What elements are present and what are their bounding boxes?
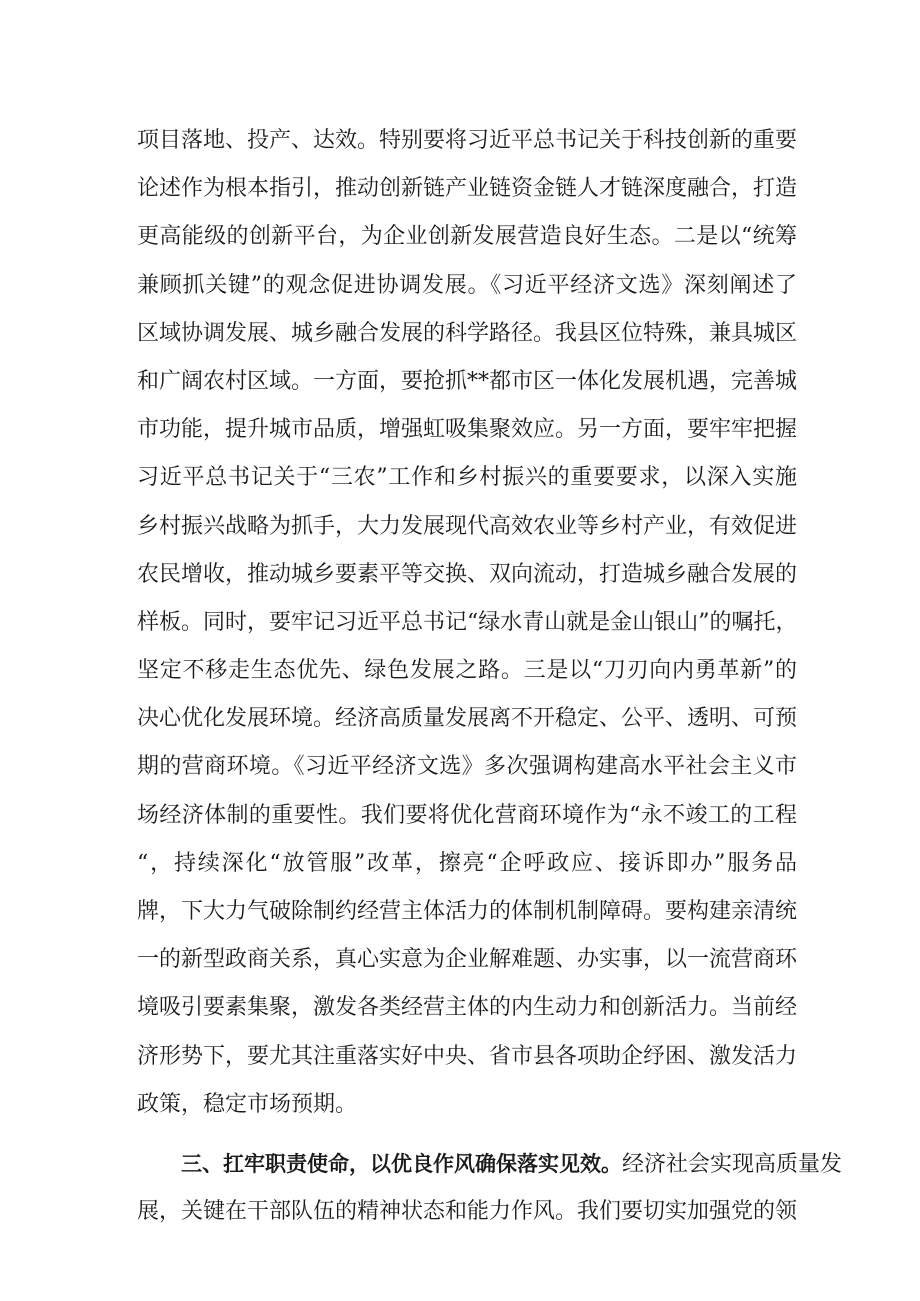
paragraph-2: [137, 1140, 843, 1236]
paragraph-1: [137, 117, 797, 1129]
section-heading: 三、扛牢职责使命，以优良作风确保落实见效。: [181, 1151, 622, 1176]
text-line: “，持续深化“放管服”改革，擦亮“企呼政应、接诉即办”服务品: [137, 850, 797, 876]
heading-trailing-text: 经济社会实现高质量发: [622, 1151, 843, 1177]
text-line: 和广阔农村区域。一方面，要抢抓**都市区一体化发展机遇，完善城: [137, 368, 798, 394]
paragraph-gap: [137, 1129, 797, 1140]
text-line: 境吸引要素集聚，激发各类经营主体的内生动力和创新活力。当前经: [137, 995, 798, 1021]
text-line: 项目落地、投产、达效。特别要将习近平总书记关于科技创新的重要: [137, 128, 798, 153]
text-line: 政策，稳定市场预期。: [137, 1091, 358, 1117]
text-line: 期的营商环境。《习近平经济文选》多次强调构建高水平社会主义市: [137, 754, 797, 780]
text-line: 农民增收，推动城乡要素平等交换、双向流动，打造城乡融合发展的: [137, 561, 798, 587]
text-line: 市功能，提升城市品质，增强虹吸集聚效应。另一方面，要牢牢把握: [137, 417, 798, 443]
text-line: 展，关键在干部队伍的精神状态和能力作风。我们要切实加强党的领: [137, 1199, 798, 1225]
text-line: 更高能级的创新平台，为企业创新发展营造良好生态。二是以“统筹: [137, 224, 797, 250]
body-text: [137, 117, 843, 1236]
text-line: [137, 1140, 843, 1188]
text-line: 乡村振兴战略为抓手，大力发展现代高效农业等乡村产业，有效促进: [137, 513, 798, 539]
text-line: 决心优化发展环境。经济高质量发展离不开稳定、公平、透明、可预: [137, 706, 798, 732]
text-line: 坚定不移走生态优先、绿色发展之路。三是以“刀刃向内勇革新”的: [137, 658, 797, 684]
text-line: 兼顾抓关键”的观念促进协调发展。《习近平经济文选》深刻阐述了: [137, 272, 797, 298]
text-line: 牌，下大力气破除制约经营主体活力的体制机制障碍。要构建亲清统: [137, 899, 798, 924]
text-line: 一的新型政商关系，真心实意为企业解难题、办实事，以一流营商环: [137, 947, 798, 973]
text-line: 区域协调发展、城乡融合发展的科学路径。我县区位特殊，兼具城区: [137, 320, 798, 346]
text-line: 济形势下，要尤其注重落实好中央、省市县各项助企纾困、激发活力: [137, 1043, 798, 1069]
text-line: 习近平总书记关于“三农”工作和乡村振兴的重要要求，以深入实施: [137, 465, 797, 491]
text-line: 场经济体制的重要性。我们要将优化营商环境作为“永不竣工的工程: [137, 802, 797, 828]
text-line: 论述作为根本指引，推动创新链产业链资金链人才链深度融合，打造: [137, 176, 798, 202]
text-line: 样板。同时，要牢记习近平总书记“绿水青山就是金山银山”的嘱托，: [137, 609, 798, 635]
